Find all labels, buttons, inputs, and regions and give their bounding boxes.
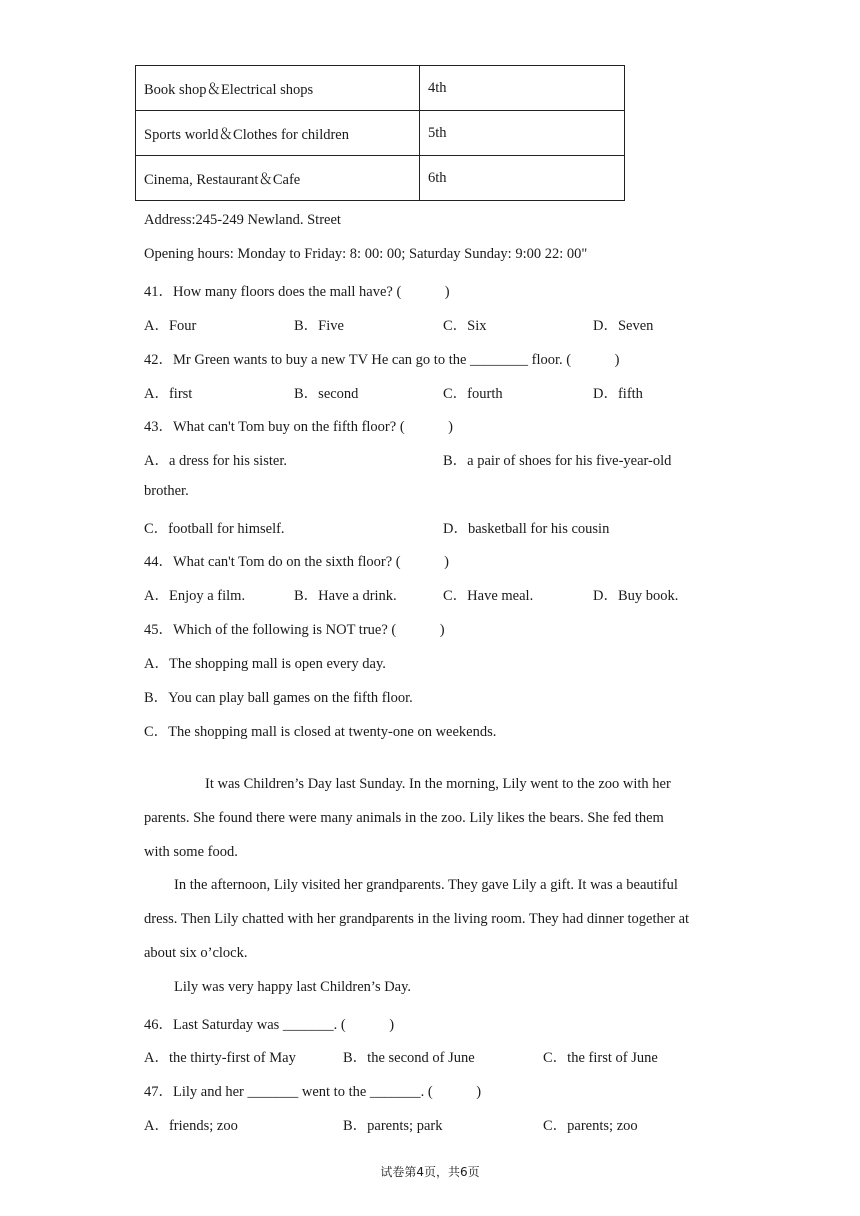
question-44-option-a: A．Enjoy a film. <box>144 588 246 604</box>
question-45-option-a: A．The shopping mall is open every day. <box>144 656 386 672</box>
question-42-option-c: C．fourth <box>443 386 503 402</box>
question-43-option-b-continued: brother. <box>144 483 189 499</box>
mall-address: Address:245-249 Newland. Street <box>144 212 341 228</box>
question-42-stem: 42．Mr Green wants to buy a new TV He can go to the ________ floor. ( ) <box>144 352 620 368</box>
table-cell-place: Book shop＆Electrical shops <box>136 66 420 111</box>
question-41-option-b: B．Five <box>294 318 344 334</box>
question-41-option-c: C．Six <box>443 318 487 334</box>
passage-line: In the afternoon, Lily visited her grandparents. They gave Lily a gift. It was a beautiful <box>174 877 678 893</box>
table-cell-floor: 6th <box>420 156 625 201</box>
question-47-option-c: C．parents; zoo <box>543 1118 638 1134</box>
question-41-stem: 41．How many floors does the mall have? ( ) <box>144 284 450 300</box>
passage-line: parents. She found there were many animals in the zoo. Lily likes the bears. She fed them <box>144 810 664 826</box>
passage-line: with some food. <box>144 844 238 860</box>
question-43-option-b: B．a pair of shoes for his five-year-old <box>443 453 672 469</box>
question-47-option-b: B．parents; park <box>343 1118 443 1134</box>
question-46-option-b: B．the second of June <box>343 1050 475 1066</box>
passage-line: dress. Then Lily chatted with her grandparents in the living room. They had dinner together at <box>144 911 690 927</box>
question-45-option-c: C．The shopping mall is closed at twenty-one on weekends. <box>144 724 497 740</box>
question-45-stem: 45．Which of the following is NOT true? ( ) <box>144 622 445 638</box>
table-row <box>136 111 625 156</box>
question-44-option-d: D．Buy book. <box>593 588 679 604</box>
question-41-option-a: A．Four <box>144 318 197 334</box>
table-cell-floor: 4th <box>420 66 625 111</box>
question-47-option-a: A．friends; zoo <box>144 1118 238 1134</box>
question-44-option-c: C．Have meal. <box>443 588 534 604</box>
question-44-option-b: B．Have a drink. <box>294 588 397 604</box>
question-46-option-c: C．the first of June <box>543 1050 658 1066</box>
question-42-option-a: A．first <box>144 386 193 402</box>
question-42-option-b: B．second <box>294 386 359 402</box>
table-cell-floor: 5th <box>420 111 625 156</box>
question-43-option-c: C．football for himself. <box>144 521 285 537</box>
question-42-option-d: D．fifth <box>593 386 643 402</box>
question-44-stem: 44．What can't Tom do on the sixth floor? ( ) <box>144 554 449 570</box>
question-46-stem: 46．Last Saturday was _______. ( ) <box>144 1017 395 1033</box>
passage-line: Lily was very happy last Children’s Day. <box>174 979 412 995</box>
floor-guide-table <box>135 65 625 201</box>
question-41-option-d: D．Seven <box>593 318 654 334</box>
table-row <box>136 66 625 111</box>
table-cell-place: Cinema, Restaurant＆Cafe <box>136 156 420 201</box>
passage-line: about six o’clock. <box>144 945 248 961</box>
question-46-option-a: A．the thirty-first of May <box>144 1050 296 1066</box>
opening-hours: Opening hours: Monday to Friday: 8: 00: 00; Saturday Sunday: 9:00 22: 00" <box>144 246 588 262</box>
question-47-stem: 47．Lily and her _______ went to the _______. ( ) <box>144 1084 482 1100</box>
question-43-stem: 43．What can't Tom buy on the fifth floor? ( ) <box>144 419 453 435</box>
page-footer: 试卷第4页，共6页 <box>380 1165 480 1179</box>
table-cell-place: Sports world＆Clothes for children <box>136 111 420 156</box>
question-45-option-b: B．You can play ball games on the fifth floor. <box>144 690 413 706</box>
question-43-option-d: D．basketball for his cousin <box>443 521 610 537</box>
table-row <box>136 156 625 201</box>
question-43-option-a: A．a dress for his sister. <box>144 453 287 469</box>
passage-line: It was Children’s Day last Sunday. In the morning, Lily went to the zoo with her <box>205 776 671 792</box>
